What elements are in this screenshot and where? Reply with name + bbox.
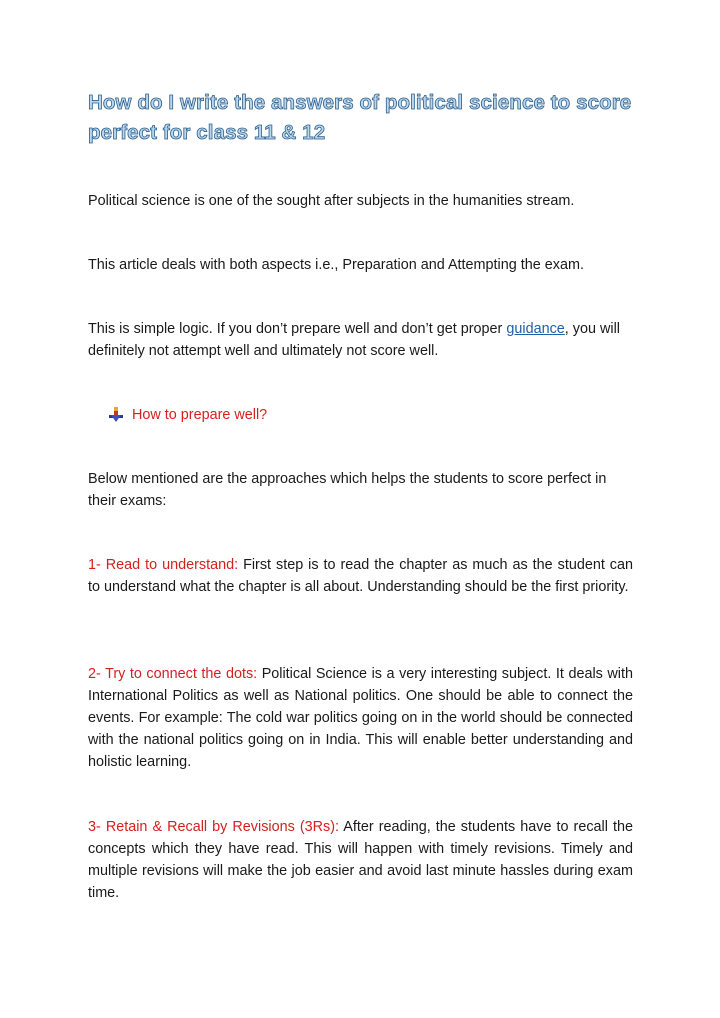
scope-paragraph: This article deals with both aspects i.e., Preparation and Attempting the exam. bbox=[88, 257, 584, 273]
point-2 bbox=[88, 663, 633, 773]
page-title: How do I write the answers of political science to score perfect for class 11 & 12 bbox=[88, 91, 632, 144]
logic-paragraph bbox=[88, 318, 633, 362]
logic-text-end: , you will definitely not attempt well and ultimately not score well. bbox=[88, 321, 620, 359]
down-arrow-bullet-icon bbox=[108, 407, 124, 423]
guidance-link[interactable]: guidance bbox=[506, 321, 565, 337]
point-3-heading: 3- Retain & Recall by Revisions (3Rs): bbox=[88, 819, 340, 835]
approaches-intro: Below mentioned are the approaches which helps the students to score perfect in their exams: bbox=[88, 471, 607, 509]
logic-text-start: This is simple logic. If you don’t prepare well and don’t get proper bbox=[88, 321, 507, 337]
bullet-label: How to prepare well? bbox=[132, 407, 268, 423]
point-1-text: First step is to read the chapter as much as the student can to understand what the chapter is all about. Understanding should be the first priority. bbox=[88, 557, 634, 595]
point-3 bbox=[88, 816, 633, 904]
bullet-item bbox=[108, 404, 267, 426]
point-1 bbox=[88, 554, 633, 598]
point-2-heading: 2- Try to connect the dots: bbox=[88, 666, 258, 682]
point-2-text: Political Science is a very interesting subject. It deals with International Politics as well as National politics. One should be able to connect the events. For example: The cold war politics going on in the world should be connected with the national politics going on in India. This will enable better understanding and holistic learning. bbox=[88, 666, 633, 770]
point-1-heading: 1- Read to understand: bbox=[88, 557, 239, 573]
point-3-text: After reading, the students have to recall the concepts which they have read. This will happen with timely revisions. Timely and multiple revisions will make the job easier and avoid last minute hassles during exam time. bbox=[88, 819, 633, 901]
intro-paragraph: Political science is one of the sought after subjects in the humanities stream. bbox=[88, 193, 575, 209]
